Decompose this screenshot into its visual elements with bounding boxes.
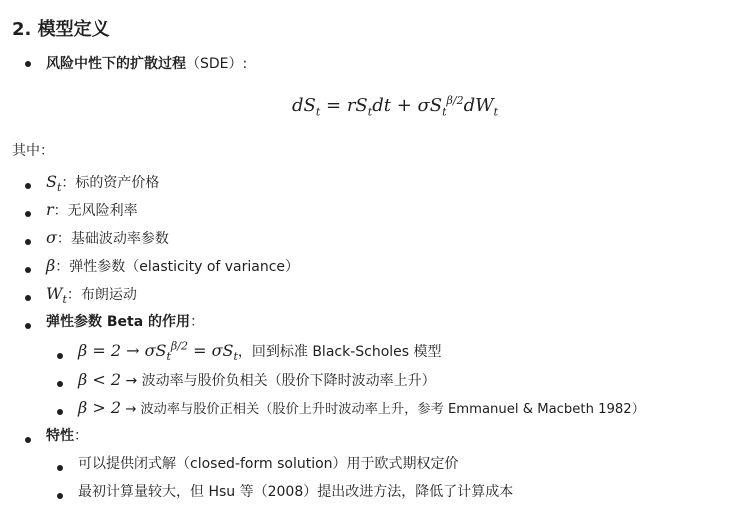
bullet-dot xyxy=(25,323,31,329)
beta-text: ，回到标准 Black-Scholes 模型 xyxy=(237,344,442,360)
beta-item xyxy=(78,341,442,362)
definition-item xyxy=(46,284,137,305)
sde-label: 风险中性下的扩散过程 xyxy=(46,56,186,72)
definition-text: ：基础波动率参数 xyxy=(56,231,169,247)
property-item: 最初计算量较大，但 Hsu 等（2008）提出改进方法，降低了计算成本 xyxy=(78,484,514,500)
definition-item xyxy=(46,228,169,249)
beta-text: → 波动率与股价负相关（股价下降时波动率上升） xyxy=(121,373,436,389)
sde-bullet xyxy=(46,54,247,74)
bullet-dot xyxy=(57,409,63,415)
definition-item xyxy=(46,200,138,221)
bullet-dot xyxy=(25,211,31,217)
bullet-dot xyxy=(25,267,31,273)
sde-label-suffix: （SDE）: xyxy=(186,56,248,72)
definition-item xyxy=(46,172,159,193)
beta-item xyxy=(78,398,645,420)
definition-symbol: r xyxy=(46,200,54,219)
bullet-dot xyxy=(57,353,63,359)
definition-text: ：布朗运动 xyxy=(66,287,137,303)
properties-label: 特性： xyxy=(46,428,88,444)
definition-symbol: β xyxy=(46,256,56,275)
beta-math: β < 2 xyxy=(78,370,122,389)
bullet-dot xyxy=(25,61,31,67)
definition-text: ：标的资产价格 xyxy=(61,175,160,191)
section-heading: 2. 模型定义 xyxy=(12,19,110,40)
definition-symbol: $W_t$ xyxy=(46,284,67,307)
where-label: 其中： xyxy=(12,143,54,159)
bullet-dot xyxy=(25,239,31,245)
bullet-dot xyxy=(57,493,63,499)
definition-symbol: σ xyxy=(46,228,57,247)
definition-item xyxy=(46,256,299,277)
property-item: 可以提供闭式解（closed-form solution）用于欧式期权定价 xyxy=(78,456,459,472)
bullet-dot xyxy=(57,465,63,471)
beta-math: $\beta = 2 \to \sigma S_t^{\beta/2} = \sigma S_t$ xyxy=(78,339,238,364)
beta-text: → 波动率与股价正相关（股价上升时波动率上升，参考 Emmanuel & Macbeth 1982） xyxy=(121,402,645,417)
bullet-dot xyxy=(57,381,63,387)
sde-formula: $dS_t = rS_tdt + \sigma S_t^{\beta/2}dW_t$ xyxy=(292,94,499,119)
definition-symbol: $S_t$ xyxy=(46,172,62,195)
definition-text: ：无风险利率 xyxy=(53,203,138,219)
beta-math: β > 2 xyxy=(78,398,122,417)
beta-section-label: 弹性参数 Beta 的作用： xyxy=(46,314,205,330)
bullet-dot xyxy=(25,295,31,301)
bullet-dot xyxy=(25,437,31,443)
bullet-dot xyxy=(25,183,31,189)
beta-item xyxy=(78,370,436,391)
definition-text: ：弹性参数（elasticity of variance） xyxy=(55,259,300,275)
